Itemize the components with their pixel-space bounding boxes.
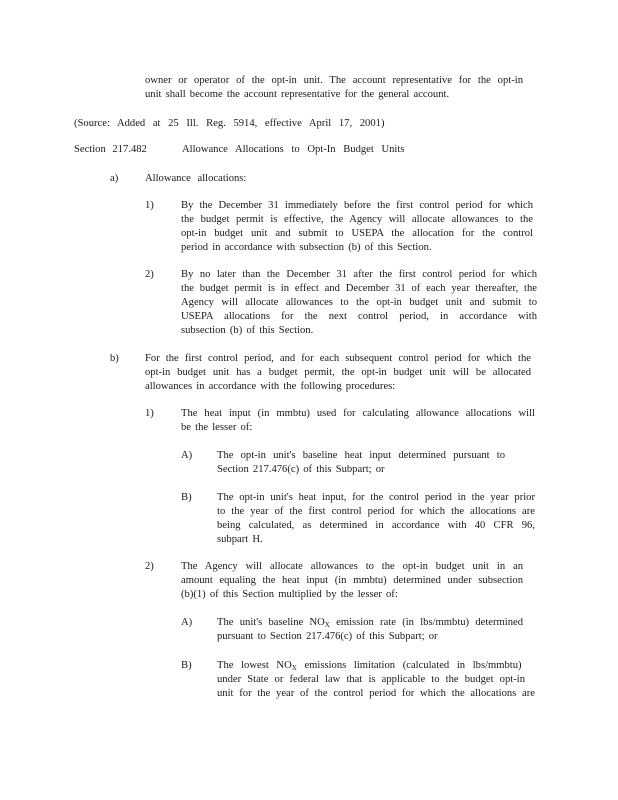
subscript: X: [291, 664, 297, 672]
source-note: (Source: Added at 25 Ill. Reg. 5914, effective April 17, 2001): [74, 118, 385, 129]
text-run: emission rate (in lbs/mmbtu) determined: [329, 617, 524, 628]
paragraph-line: [217, 659, 535, 673]
paragraph-line: subpart H.: [217, 534, 263, 545]
paragraph-line: be the lesser of:: [181, 422, 253, 433]
paragraph-line: (b)(1) of this Section multiplied by the lesser of:: [181, 589, 398, 600]
text-run: The unit's baseline NO: [217, 617, 325, 628]
paragraph-line: By no later than the December 31 after the first control period for which: [181, 269, 537, 280]
paragraph-line: unit shall become the account representative for the general account.: [145, 89, 450, 100]
continuation-paragraph: [145, 74, 523, 102]
item-a1-text: [181, 199, 533, 255]
paragraph-line: Section 217.476(c) of this Subpart; or: [217, 464, 385, 475]
subsection-a-heading: Allowance allocations:: [145, 173, 247, 184]
item-b2A-text: [217, 616, 523, 644]
paragraph-line: opt-in budget unit has a budget permit, the opt-in budget unit will be allocated: [145, 367, 531, 378]
paragraph-line: unit for the year of the control period for which the allocations are: [217, 688, 535, 699]
text-run: The lowest NO: [217, 660, 292, 671]
paragraph-line: to the year of the first control period for which the allocations are: [217, 506, 535, 517]
item-a2-text: [181, 268, 537, 338]
section-title: Allowance Allocations to Opt-In Budget Units: [182, 144, 405, 155]
paragraph-line: the budget permit is in effect and December 31 of each year thereafter, the: [181, 283, 537, 294]
item-a1-label: 1): [145, 200, 154, 211]
paragraph-line: being calculated, as determined in accordance with 40 CFR 96,: [217, 520, 535, 531]
item-a2-label: 2): [145, 269, 154, 280]
paragraph-line: The opt-in unit's baseline heat input determined pursuant to: [217, 450, 505, 461]
item-b2A-label: A): [181, 617, 193, 628]
paragraph-line: allowances in accordance with the following procedures:: [145, 381, 396, 392]
paragraph-line: The heat input (in mmbtu) used for calculating allowance allocations will: [181, 408, 535, 419]
section-number: Section 217.482: [74, 144, 147, 155]
paragraph-line: [217, 616, 523, 630]
paragraph-line: owner or operator of the opt-in unit. The account representative for the opt-in: [145, 75, 523, 86]
item-b1B-label: B): [181, 492, 192, 503]
paragraph-line: pursuant to Section 217.476(c) of this Subpart; or: [217, 631, 438, 642]
item-b1B-text: [217, 491, 535, 547]
text-run: emissions limitation (calculated in lbs/mmbtu): [296, 660, 522, 671]
paragraph-line: By the December 31 immediately before the first control period for which: [181, 200, 533, 211]
subsection-b-label: b): [110, 353, 119, 364]
subsection-b-text: [145, 352, 531, 394]
item-b1A-text: [217, 449, 505, 477]
subscript: X: [324, 621, 330, 629]
paragraph-line: The Agency will allocate allowances to the opt-in budget unit in an: [181, 561, 523, 572]
paragraph-line: For the first control period, and for each subsequent control period for which the: [145, 353, 531, 364]
item-b2-label: 2): [145, 561, 154, 572]
paragraph-line: the budget permit is effective, the Agency will allocate allowances to the: [181, 214, 533, 225]
paragraph-line: opt-in budget unit and submit to USEPA the allocation for the control: [181, 228, 533, 239]
paragraph-line: USEPA allocations for the next control period, in accordance with: [181, 311, 537, 322]
paragraph-line: Agency will allocate allowances to the opt-in budget unit and submit to: [181, 297, 537, 308]
item-b1-label: 1): [145, 408, 154, 419]
item-b2B-label: B): [181, 660, 192, 671]
paragraph-line: period in accordance with subsection (b) of this Section.: [181, 242, 432, 253]
paragraph-line: subsection (b) of this Section.: [181, 325, 314, 336]
paragraph-line: The opt-in unit's heat input, for the control period in the year prior: [217, 492, 535, 503]
subsection-a-label: a): [110, 173, 119, 184]
item-b1-text: [181, 407, 535, 435]
item-b2B-text: [217, 659, 535, 701]
item-b1A-label: A): [181, 450, 193, 461]
item-b2-text: [181, 560, 523, 602]
paragraph-line: under State or federal law that is applicable to the budget opt-in: [217, 674, 525, 685]
paragraph-line: amount equaling the heat input (in mmbtu) determined under subsection: [181, 575, 523, 586]
